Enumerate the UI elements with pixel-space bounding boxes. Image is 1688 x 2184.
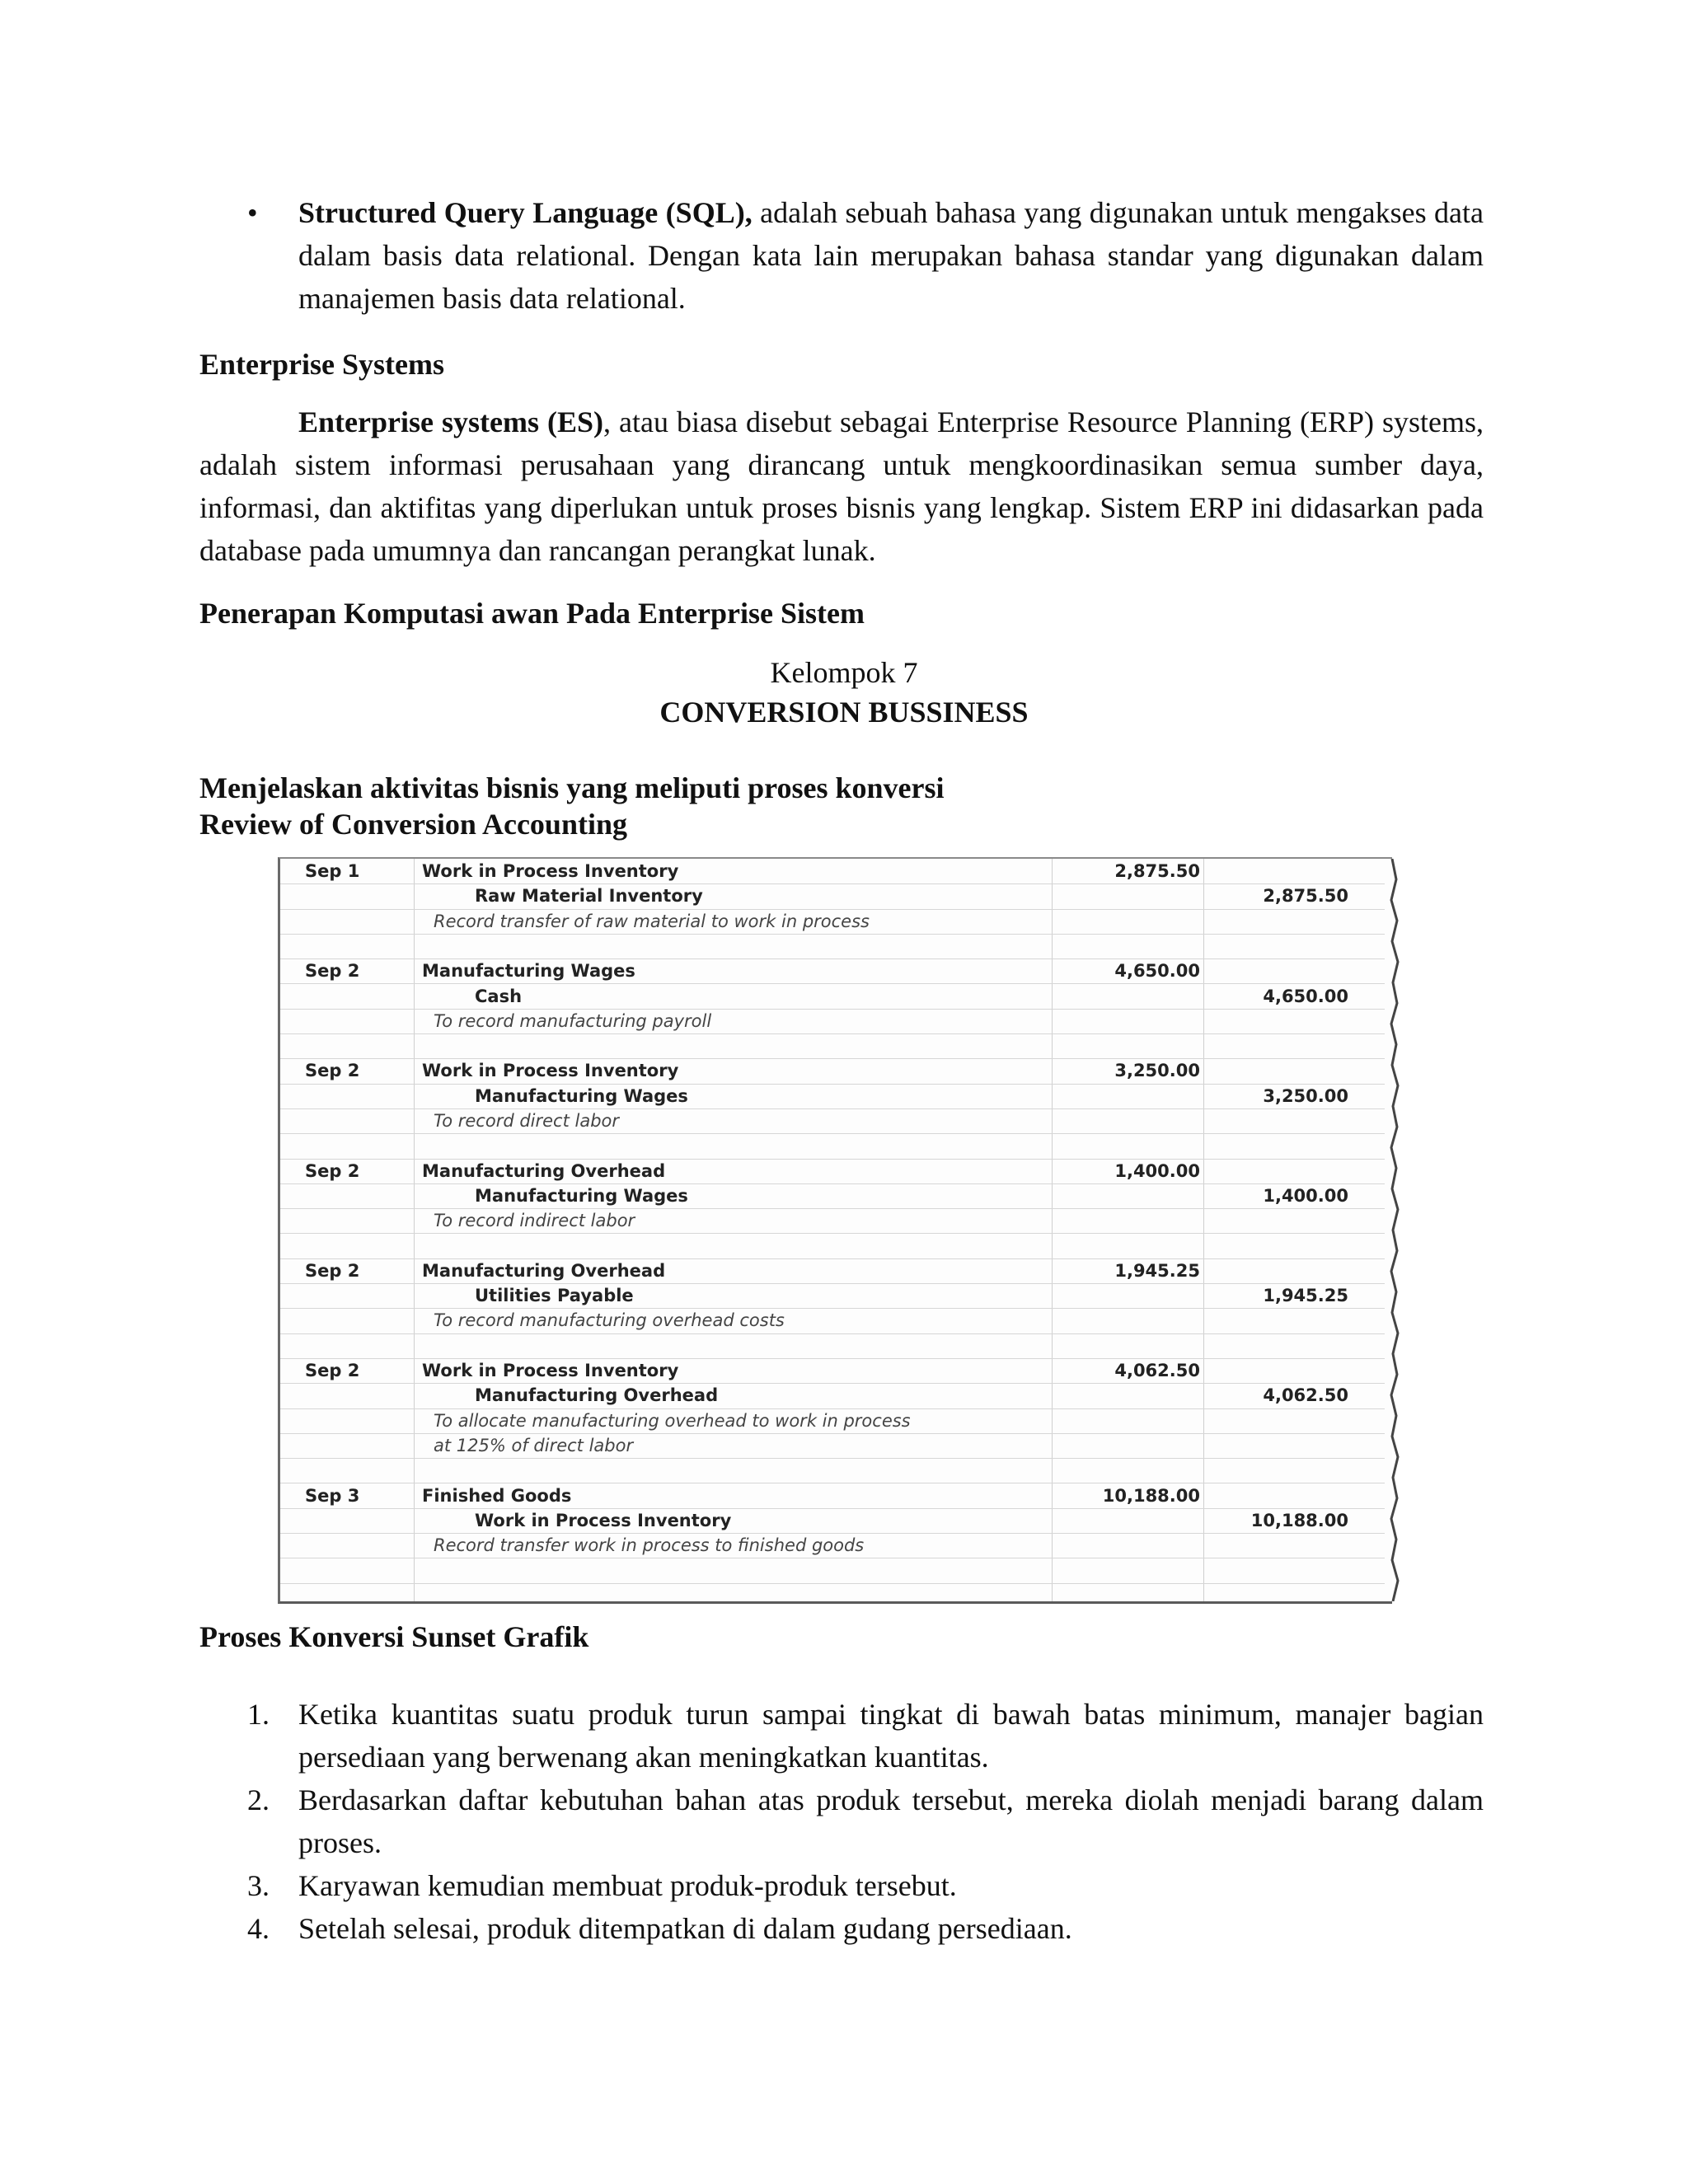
credit-account: Work in Process Inventory (475, 1510, 732, 1530)
table-row (280, 1258, 1385, 1284)
credit-amount: 1,400.00 (1263, 1185, 1348, 1206)
es-text: , atau biasa disebut sebagai Enterprise Resource Planning (ERP) systems, adalah sistem informasi perusahaan yang dirancang untuk mengkoordinasikan semua sumber daya, informasi, dan aktifitas yang diperlukan untuk proses bisnis yang lengkap. Sistem ERP ini didasarkan pada database pada umumnya dan rancangan perangkat lunak. (199, 405, 1484, 567)
journal-entries-table (278, 857, 1392, 1604)
conversion-accounting-heading: Review of Conversion Accounting (199, 808, 627, 841)
list-item (247, 1864, 1484, 1907)
table-row (280, 909, 1385, 935)
table-row (280, 934, 1385, 959)
table-row (280, 1283, 1385, 1309)
step-text: Karyawan kemudian membuat produk-produk tersebut. (298, 1869, 957, 1902)
table-row (280, 958, 1385, 984)
table-row (280, 1009, 1385, 1034)
credit-amount: 2,875.50 (1263, 886, 1348, 907)
debit-account: Work in Process Inventory (422, 861, 679, 881)
credit-account: Raw Material Inventory (475, 886, 703, 907)
table-row (280, 1084, 1385, 1109)
entry-memo: To record indirect labor (434, 1211, 635, 1231)
table-row (280, 1358, 1385, 1384)
entry-memo: To record direct labor (434, 1111, 620, 1131)
credit-account: Manufacturing Wages (475, 1185, 688, 1206)
sql-text: adalah sebuah bahasa yang digunakan untuk mengakses data dalam basis data relational. Dengan kata lain merupakan bahasa standar yang digunakan dalam manajemen basis data relational. (298, 196, 1484, 315)
credit-amount: 1,945.25 (1263, 1286, 1348, 1306)
table-row (280, 1234, 1385, 1259)
sunset-conversion-heading: Proses Konversi Sunset Grafik (199, 1620, 589, 1653)
debit-account: Manufacturing Overhead (422, 1260, 666, 1281)
entry-date: Sep 2 (305, 1160, 360, 1181)
entry-memo: Record transfer of raw material to work in process (434, 911, 870, 931)
table-row (280, 1108, 1385, 1134)
debit-amount: 1,400.00 (1114, 1160, 1200, 1181)
table-row (280, 1383, 1385, 1408)
debit-amount: 3,250.00 (1114, 1061, 1200, 1081)
debit-amount: 4,650.00 (1114, 961, 1200, 982)
enterprise-systems-heading: Enterprise Systems (199, 348, 444, 381)
debit-amount: 4,062.50 (1114, 1361, 1200, 1380)
group-topic: CONVERSION BUSSINESS (659, 696, 1029, 729)
table-row (280, 1408, 1385, 1434)
torn-edge (1389, 859, 1404, 1601)
entry-memo: To record manufacturing payroll (434, 1010, 712, 1031)
credit-amount: 10,188.00 (1250, 1510, 1348, 1530)
list-item (247, 1693, 1484, 1779)
entry-memo: at 125% of direct labor (434, 1435, 634, 1455)
bullet-marker: • (247, 196, 258, 229)
debit-amount: 10,188.00 (1102, 1485, 1200, 1506)
table-row (280, 1508, 1385, 1534)
es-term: Enterprise systems (ES) (298, 405, 604, 438)
credit-account: Cash (475, 986, 523, 1006)
entry-memo: Record transfer work in process to finished goods (434, 1535, 865, 1556)
list-item (247, 1907, 1484, 1950)
table-row (280, 1308, 1385, 1333)
entry-date: Sep 2 (305, 961, 360, 982)
list-item (247, 1779, 1484, 1864)
table-row (280, 1033, 1385, 1059)
credit-amount: 4,650.00 (1263, 986, 1348, 1006)
table-row (280, 1133, 1385, 1159)
table-row (280, 1183, 1385, 1209)
step-number: 3. (247, 1869, 270, 1902)
enterprise-systems-paragraph (199, 401, 1484, 572)
entry-date: Sep 2 (305, 1260, 360, 1281)
step-text: Berdasarkan daftar kebutuhan bahan atas produk tersebut, mereka diolah menjadi barang dalam proses. (298, 1783, 1484, 1859)
group-number: Kelompok 7 (770, 656, 918, 689)
entry-memo: To record manufacturing overhead costs (434, 1310, 785, 1331)
table-row (280, 1433, 1385, 1459)
debit-amount: 2,875.50 (1114, 861, 1200, 881)
entry-date: Sep 2 (305, 1061, 360, 1081)
table-row (280, 1558, 1385, 1583)
step-number: 4. (247, 1912, 270, 1945)
cloud-computing-heading: Penerapan Komputasi awan Pada Enterprise Sistem (199, 597, 865, 630)
credit-amount: 3,250.00 (1263, 1085, 1348, 1106)
sql-term: Structured Query Language (SQL), (298, 196, 753, 229)
credit-account: Manufacturing Wages (475, 1085, 688, 1106)
table-row (280, 1333, 1385, 1359)
entry-date: Sep 2 (305, 1361, 360, 1380)
debit-account: Work in Process Inventory (422, 1061, 679, 1081)
table-row (280, 1458, 1385, 1483)
debit-account: Manufacturing Overhead (422, 1160, 666, 1181)
debit-amount: 1,945.25 (1114, 1260, 1200, 1281)
table-row (280, 1483, 1385, 1509)
entry-date: Sep 3 (305, 1485, 360, 1506)
step-number: 2. (247, 1783, 270, 1816)
step-text: Ketika kuantitas suatu produk turun sampai tingkat di bawah batas minimum, manajer bagian persediaan yang berwenang akan meningkatkan kuantitas. (298, 1698, 1484, 1774)
table-row (280, 1058, 1385, 1084)
debit-account: Finished Goods (422, 1485, 572, 1506)
debit-account: Work in Process Inventory (422, 1361, 679, 1380)
conversion-steps-list (247, 1693, 1484, 1950)
entry-memo: To allocate manufacturing overhead to work in process (434, 1410, 911, 1431)
table-row (280, 1533, 1385, 1558)
step-text: Setelah selesai, produk ditempatkan di dalam gudang persediaan. (298, 1912, 1072, 1945)
sql-definition (298, 191, 1484, 320)
conversion-activity-heading: Menjelaskan aktivitas bisnis yang meliputi proses konversi (199, 771, 945, 804)
credit-account: Utilities Payable (475, 1286, 634, 1306)
step-number: 1. (247, 1698, 270, 1731)
debit-account: Manufacturing Wages (422, 961, 635, 982)
table-row (280, 1159, 1385, 1184)
credit-account: Manufacturing Overhead (475, 1385, 719, 1406)
entry-date: Sep 1 (305, 861, 360, 881)
table-row (280, 883, 1385, 909)
table-row (280, 984, 1385, 1010)
table-row (280, 1208, 1385, 1234)
table-row (280, 859, 1385, 884)
credit-amount: 4,062.50 (1263, 1385, 1348, 1406)
